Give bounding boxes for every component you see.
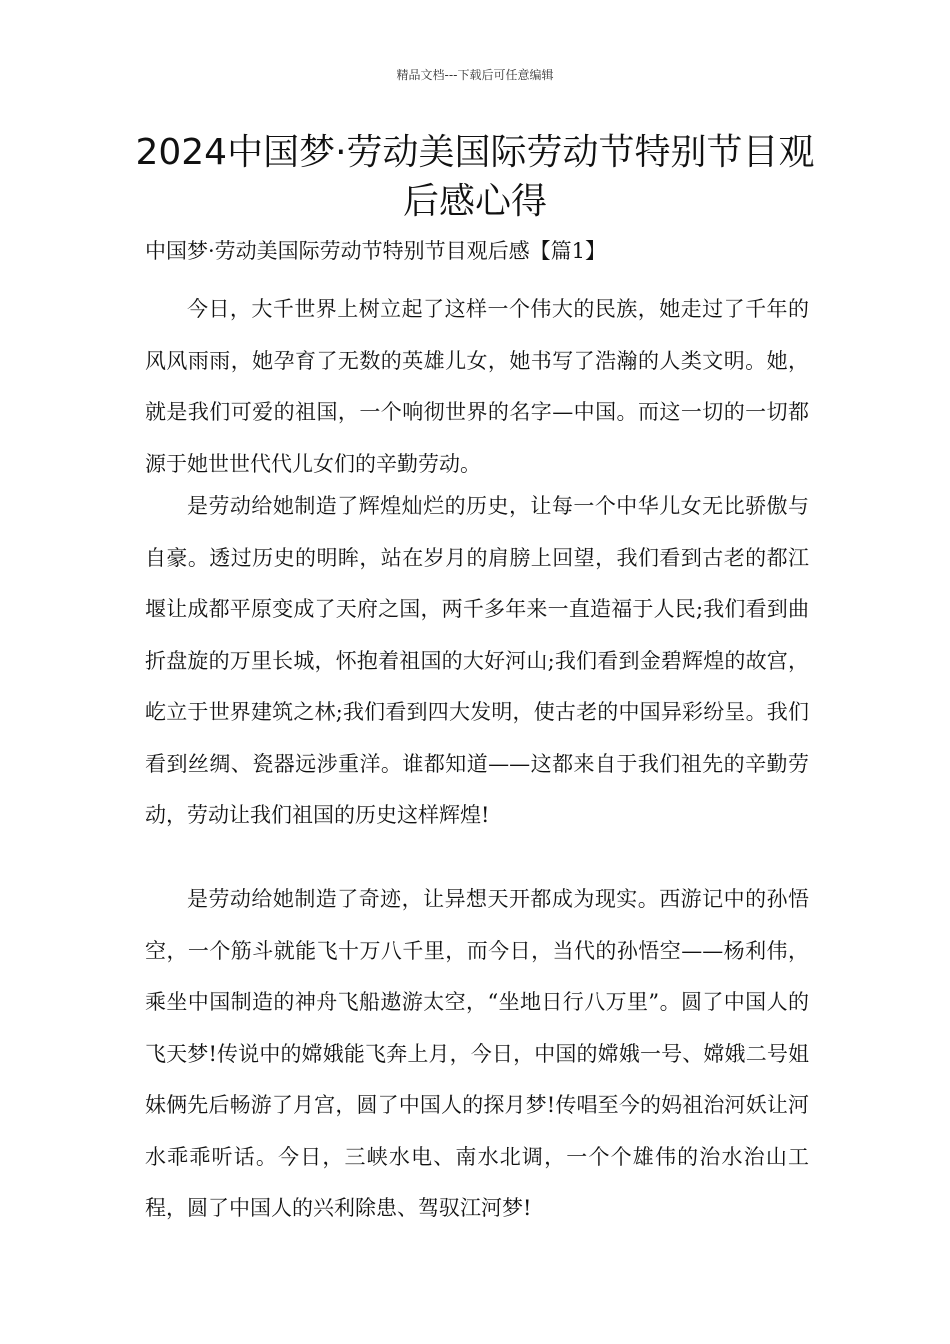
document-title: 2024中国梦·劳动美国际劳动节特别节目观后感心得 (135, 132, 815, 222)
body-paragraph-3: 是劳动给她制造了奇迹，让异想天开都成为现实。西游记中的孙悟空，一个筋斗就能飞十万八千里，而今日，当代的孙悟空——杨利伟，乘坐中国制造的神舟飞船遨游太空，“坐地日行八万里”。圆了中国人的飞天梦!传说中的嫦娥能飞奔上月，今日，中国的嫦娥一号、嫦娥二号姐妹俩先后畅游了月宫，圆了中国人的探月梦!传唱至今的妈祖治河妖让河水乖乖听话。今日，三峡水电、南水北调，一个个雄伟的治水治山工程，圆了中国人的兴利除患、驾驭江河梦! (145, 887, 809, 1220)
body-paragraph-1: 今日，大千世界上树立起了这样一个伟大的民族，她走过了千年的风风雨雨，她孕育了无数的英雄儿女，她书写了浩瀚的人类文明。她，就是我们可爱的祖国，一个响彻世界的名字—中国。而这一切的一切都源于她世世代代儿女们的辛勤劳动。 (145, 297, 809, 476)
body-paragraph-2: 是劳动给她制造了辉煌灿烂的历史，让每一个中华儿女无比骄傲与自豪。透过历史的明眸，站在岁月的肩膀上回望，我们看到古老的都江堰让成都平原变成了天府之国，两千多年来一直造福于人民;我们看到曲折盘旋的万里长城，怀抱着祖国的大好河山;我们看到金碧辉煌的故宫，屹立于世界建筑之林;我们看到四大发明，使古老的中国异彩纷呈。我们看到丝绸、瓷器远涉重洋。谁都知道——这都来自于我们祖先的辛勤劳动，劳动让我们祖国的历史这样辉煌! (145, 494, 809, 827)
page-header-note: 精品文档---下载后可任意编辑 (396, 68, 554, 82)
section-heading: 中国梦·劳动美国际劳动节特别节目观后感【篇1】 (145, 239, 607, 263)
